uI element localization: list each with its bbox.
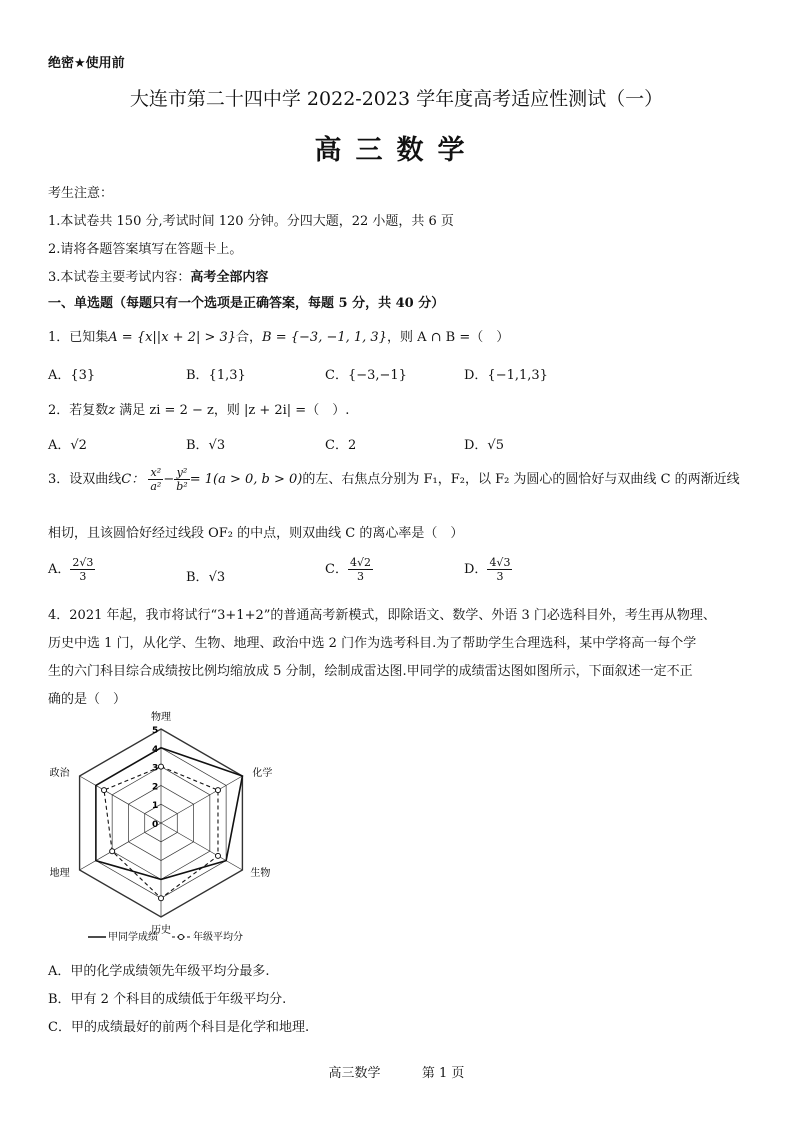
average-point [102, 788, 107, 793]
question-1: 1．已知集A = {x||x + 2| > 3}合，B = {−3, −1, 1, 3}，则 A ∩ B =（ ） [48, 330, 510, 345]
question-2: 2．若复数z 满足 zi = 2 − z，则 |z + 2i| =（ ）. [48, 403, 350, 418]
radar-axis-label: 物理 [151, 712, 171, 723]
q2-option-b: B．√3 [186, 438, 226, 453]
radar-scale-label: 1 [152, 801, 159, 812]
radar-scale-label: 0 [152, 820, 159, 830]
q1-option-c: C．{−3,−1} [325, 368, 407, 383]
radar-axis-label: 历史 [151, 925, 171, 936]
question-4-line-1: 4．2021 年起，我市将试行“3+1+2”的普通高考新模式，即除语文、数学、外语 3 门必选科目外，考生再从物理、 [48, 608, 716, 623]
radar-axis-label: 化学 [252, 768, 273, 779]
section-1-title: 一、单选题（每题只有一个选项是正确答案，每题 5 分，共 40 分） [48, 296, 445, 311]
q2-option-d: D．√5 [464, 438, 504, 453]
q4-option-c: C．甲的成绩最好的前两个科目是化学和地理. [48, 1020, 310, 1035]
average-point [215, 788, 220, 793]
radar-axis-label: 政治 [49, 768, 70, 779]
q3-option-b: B．√3 [186, 570, 226, 585]
series-student-line [96, 748, 243, 880]
legend-student-label: 甲同学成绩 [108, 932, 158, 943]
radar-scale-label: 5 [152, 726, 159, 736]
question-4-line-3: 生的六门科目综合成绩按比例均缩放成 5 分制，绘制成雷达图.甲同学的成绩雷达图如图所示，下面叙述一定不正 [48, 664, 693, 679]
q3-option-c: C． $\frac{4√2}{3}$ [325, 556, 371, 583]
radar-chart [40, 708, 300, 953]
radar-scale-label: 4 [152, 744, 159, 755]
average-point [159, 896, 164, 901]
legend-average-marker [179, 935, 184, 940]
question-4-line-4: 确的是（ ） [48, 692, 127, 707]
exam-title: 大连市第二十四中学 2022-2023 学年度高考适应性测试（一） [129, 88, 664, 110]
radar-axis-label: 地理 [49, 868, 70, 879]
page-footer: 高三数学 第 1 页 [328, 1066, 465, 1081]
average-point [110, 849, 115, 854]
average-point [215, 853, 220, 858]
radar-scale-label: 3 [152, 763, 159, 774]
q1-option-b: B．{1,3} [186, 368, 246, 383]
radar-spoke [161, 823, 242, 870]
question-4-line-2: 历史中选 1 门，从化学、生物、地理、政治中选 2 门作为选考科目.为了帮助学生合理选科，某中学将高一每个学 [48, 636, 697, 651]
radar-scale-label: 2 [152, 782, 159, 793]
subject-title: 高三数学 [314, 135, 479, 166]
notice-item-2: 2.请将各题答案填写在答题卡上。 [48, 242, 243, 257]
question-3: 3．设双曲线C： $\frac{\text{x²}}{\text{a²}}$ − $\frac{\text{y²}}{\text{b²}}$ = 1(a > 0, b > 0)的左、右焦点分别为 F₁，F₂，以 F₂ 为圆心的圆恰好与双曲线 C 的两渐近线 [48, 466, 740, 493]
q4-option-b: B．甲有 2 个科目的成绩低于年级平均分. [48, 992, 287, 1007]
q2-option-c: C．2 [325, 438, 357, 453]
q3-option-a: A． $\frac{2√3}{3}$ [48, 556, 94, 583]
q1-option-a: A．{3} [48, 368, 96, 383]
notice-item-3: 3.本试卷主要考试内容：高考全部内容 [48, 270, 269, 285]
confidential-label: 绝密★使用前 [48, 56, 125, 71]
q1-option-d: D．{−1,1,3} [464, 368, 548, 383]
question-3-line-2: 相切，且该圆恰好经过线段 OF₂ 的中点，则双曲线 C 的离心率是（ ） [48, 526, 464, 541]
q2-option-a: A．√2 [48, 438, 87, 453]
q4-option-a: A．甲的化学成绩领先年级平均分最多. [48, 964, 270, 979]
legend-average-label: 年级平均分 [193, 932, 243, 943]
radar-spoke [80, 823, 161, 870]
notice-item-1: 1.本试卷共 150 分,考试时间 120 分钟。分四大题，22 小题，共 6 页 [48, 214, 454, 229]
q3-option-d: D． $\frac{4√3}{3}$ [464, 556, 511, 583]
average-point [159, 764, 164, 769]
radar-axis-label: 生物 [250, 868, 271, 879]
notice-heading: 考生注意： [48, 186, 114, 201]
